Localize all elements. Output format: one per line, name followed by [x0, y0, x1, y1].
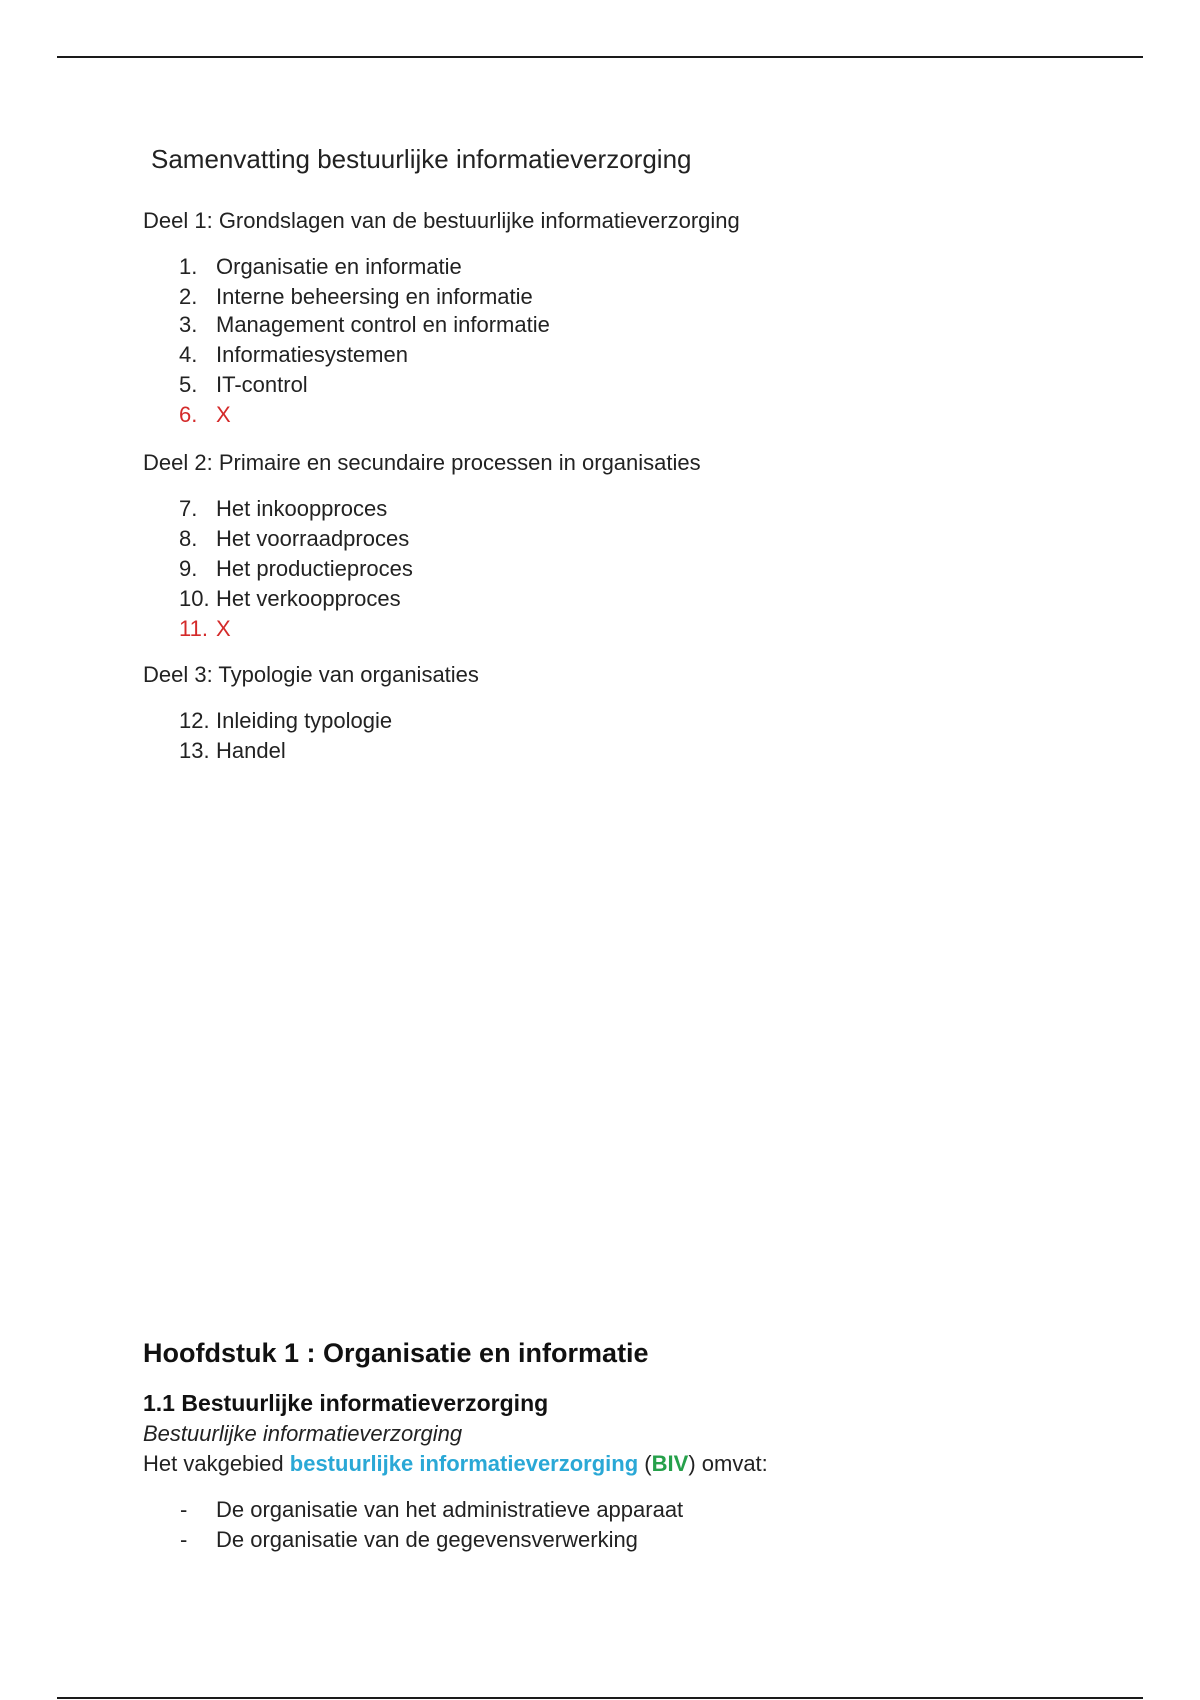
toc-item-number: 12. [179, 708, 210, 733]
toc-item-text: Handel [216, 738, 286, 763]
bullet-text: De organisatie van het administratieve apparaat [216, 1497, 684, 1522]
part-1-heading: Deel 1: Grondslagen van de bestuurlijke informatieverzorging [143, 208, 740, 233]
intro-paragraph [143, 1451, 768, 1477]
bullet-text: De organisatie van de gegevensverwerking [216, 1527, 638, 1552]
toc-item-number: 4. [179, 342, 198, 367]
toc-item-text: Organisatie en informatie [216, 254, 462, 279]
toc-item-text: Het verkoopproces [216, 586, 401, 611]
bullet-marker: - [180, 1527, 188, 1552]
section-subtitle: Bestuurlijke informatieverzorging [143, 1421, 463, 1446]
toc-item-number: 2. [179, 284, 198, 309]
abbreviation: BIV [651, 1451, 689, 1476]
toc-item-text: Het inkoopproces [216, 496, 388, 521]
toc-item-number: 3. [179, 312, 198, 337]
highlighted-term: bestuurlijke informatieverzorging [289, 1451, 639, 1476]
toc-item-text: Informatiesystemen [216, 342, 408, 367]
toc-item-text: X [216, 616, 231, 641]
chapter-title: Hoofdstuk 1 : Organisatie en informatie [143, 1338, 649, 1368]
toc-item-number: 10. [179, 586, 210, 611]
toc-item-text: Interne beheersing en informatie [216, 284, 533, 309]
toc-item-text: Het productieproces [216, 556, 413, 581]
para-prefix: Het vakgebied [143, 1451, 290, 1476]
bottom-rule [57, 1697, 1143, 1699]
part-2-heading: Deel 2: Primaire en secundaire processen in organisaties [143, 450, 701, 475]
para-suffix: ) omvat: [688, 1451, 768, 1476]
toc-item-text: IT-control [216, 372, 308, 397]
toc-item-number: 8. [179, 526, 198, 551]
toc-item-text: X [216, 402, 231, 427]
para-open-paren: ( [638, 1451, 652, 1476]
toc-item-number: 6. [179, 402, 198, 427]
toc-item-number: 7. [179, 496, 198, 521]
toc-item-number: 1. [179, 254, 198, 279]
document-title: Samenvatting bestuurlijke informatieverzorging [151, 144, 692, 174]
toc-item-number: 5. [179, 372, 198, 397]
toc-item-number: 13. [179, 738, 210, 763]
toc-item-text: Het voorraadproces [216, 526, 410, 551]
section-title: 1.1 Bestuurlijke informatieverzorging [143, 1390, 549, 1416]
toc-item-text: Management control en informatie [216, 312, 550, 337]
part-3-heading: Deel 3: Typologie van organisaties [143, 662, 479, 687]
top-rule [57, 56, 1143, 58]
bullet-marker: - [180, 1497, 188, 1522]
toc-item-number: 11. [179, 616, 208, 641]
toc-item-number: 9. [179, 556, 198, 581]
toc-item-text: Inleiding typologie [216, 708, 393, 733]
